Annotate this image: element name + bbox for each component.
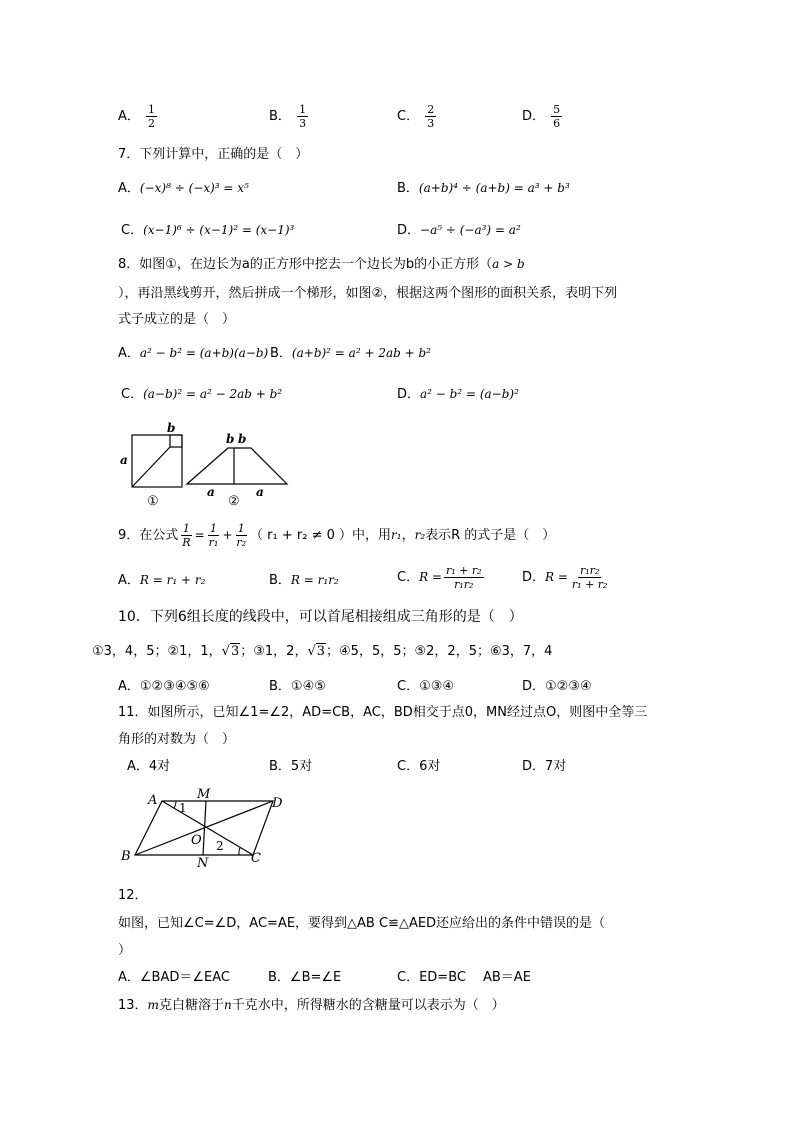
- q11-angle-1: 1: [179, 801, 187, 815]
- q11-label-C: C: [251, 851, 261, 866]
- q10-option-a: A．①②③④⑤⑥: [118, 679, 210, 694]
- q6-option-d: D． $\frac{5}{6}$: [522, 103, 561, 130]
- q7-option-c: C．(x−1)⁶ ÷ (x−1)² = (x−1)³: [121, 223, 295, 238]
- q11-stem-line2: 角形的对数为（ ）: [118, 732, 236, 747]
- q10-option-d: D．①②③④: [522, 679, 592, 694]
- q9-option-c: C．R = $\frac{\text{r₁ + r₂}}{\text{r₁r₂}}$: [397, 564, 482, 591]
- q7-option-a: A．(−x)⁸ ÷ (−x)³ = x⁵: [118, 181, 249, 196]
- q12-stem-line1: 如图，已知∠C=∠D，AC=AE，要得到△AB C≌△AED还应给出的条件中错误的是（: [118, 916, 606, 931]
- q11-label-B: B: [121, 849, 131, 864]
- q8-option-d: D．a² − b² = (a−b)²: [397, 387, 519, 402]
- q11-label-O: O: [191, 833, 202, 848]
- q11-label-D: D: [272, 796, 283, 811]
- q12-option-b: B．∠B=∠E: [268, 970, 342, 985]
- q12-stem-line2: ）: [118, 943, 132, 958]
- q10-option-c: C．①③④: [397, 679, 455, 694]
- q8-fig2-a-label-2: a: [256, 485, 264, 499]
- q11-label-A: A: [148, 793, 158, 808]
- q11-option-a: A．4对: [127, 759, 171, 774]
- q8-fig1-a-label: a: [120, 453, 128, 467]
- q8-stem-line1: 8．如图①，在边长为a的正方形中挖去一个边长为b的小正方形（a > b: [118, 257, 525, 272]
- q9-option-b: B．R = r₁r₂: [269, 573, 339, 588]
- q7-option-d: D．−a⁵ ÷ (−a³) = a²: [397, 223, 521, 238]
- q8-figure: [115, 420, 295, 510]
- q9-option-d: D．R = $\frac{\text{r₁r₂}}{\text{r₁ + r₂}}$: [522, 564, 608, 591]
- q8-stem-line2: ），再沿黑线剪开，然后拼成一个梯形，如图②，根据这两个图形的面积关系，表明下列: [118, 286, 618, 301]
- q11-stem-line1: 11．如图所示，已知∠1=∠2，AD=CB，AC，BD相交于点0，MN经过点O，则图中全等三: [118, 705, 648, 720]
- q8-fig1-number: ①: [147, 494, 159, 509]
- q6-c-fraction: $\frac{2}{3}$: [427, 103, 435, 130]
- q6-b-fraction: $\frac{1}{3}$: [299, 103, 307, 130]
- q8-option-b: B．(a+b)² = a² + 2ab + b²: [270, 346, 431, 361]
- q8-fig2-number: ②: [228, 494, 240, 509]
- q13-stem: 13．m克白糖溶于n千克水中，所得糖水的含糖量可以表示为（ ）: [118, 998, 505, 1013]
- q6-a-fraction: $\frac{1}{2}$: [148, 103, 156, 130]
- q6-option-c: C． $\frac{2}{3}$: [397, 103, 435, 130]
- q12-option-c: C．ED=BC: [397, 970, 466, 985]
- q12-option-d: AB＝AE: [483, 970, 531, 985]
- q8-fig2-b-label-2: b: [238, 432, 247, 446]
- q9-stem: 9．在公式 $\frac{1}{R}$ = $\frac{1}{\text{r₁}}$ + $\frac{1}{\text{r₂}}$ （ r₁ + r₂ ≠ 0 ）中，用r₁，r₂表示R 的式子是（ ）: [118, 522, 556, 549]
- q12-number: 12．: [118, 888, 148, 903]
- q11-option-b: B．5对: [269, 759, 313, 774]
- q11-angle-2: 2: [216, 839, 224, 853]
- q12-option-a: A．∠BAD＝∠EAC: [118, 970, 230, 985]
- q11-label-N: N: [197, 856, 209, 870]
- q9-option-a: A．R = r₁ + r₂: [118, 573, 206, 588]
- q11-figure: [118, 785, 293, 870]
- q11-label-M: M: [197, 787, 211, 802]
- q8-stem-line3: 式子成立的是（ ）: [118, 312, 236, 327]
- q10-option-b: B．①④⑤: [269, 679, 326, 694]
- q8-fig2-a-label-1: a: [207, 485, 215, 499]
- q7-stem: 7．下列计算中，正确的是（ ）: [118, 147, 309, 162]
- q8-option-a: A．a² − b² = (a+b)(a−b): [118, 346, 269, 361]
- q10-stem: 10．下列6组长度的线段中，可以首尾相接组成三角形的是（ ）: [118, 609, 523, 625]
- sqrt-3-a: √3: [221, 644, 240, 659]
- q8-fig1-b-label: b: [167, 421, 176, 435]
- q6-d-fraction: $\frac{5}{6}$: [553, 103, 561, 130]
- q8-option-c: C．(a−b)² = a² − 2ab + b²: [121, 387, 283, 402]
- q8-fig2-b-label-1: b: [226, 432, 235, 446]
- sqrt-3-b: √3: [307, 644, 326, 659]
- q8-figure-2: [187, 432, 287, 509]
- q7-option-b: B．(a+b)⁴ ÷ (a+b) = a³ + b³: [397, 181, 570, 196]
- q11-option-d: D．7对: [522, 759, 567, 774]
- q6-option-b: B． $\frac{1}{3}$: [269, 103, 307, 130]
- q10-groups: ①3，4，5；②1，1，√3；③1，2，√3；④5，5，5；⑤2，2，5；⑥3，7，4: [92, 644, 553, 659]
- q8-figure-1: [120, 421, 182, 509]
- q11-option-c: C．6对: [397, 759, 441, 774]
- q6-option-a: A． $\frac{1}{2}$: [118, 103, 156, 130]
